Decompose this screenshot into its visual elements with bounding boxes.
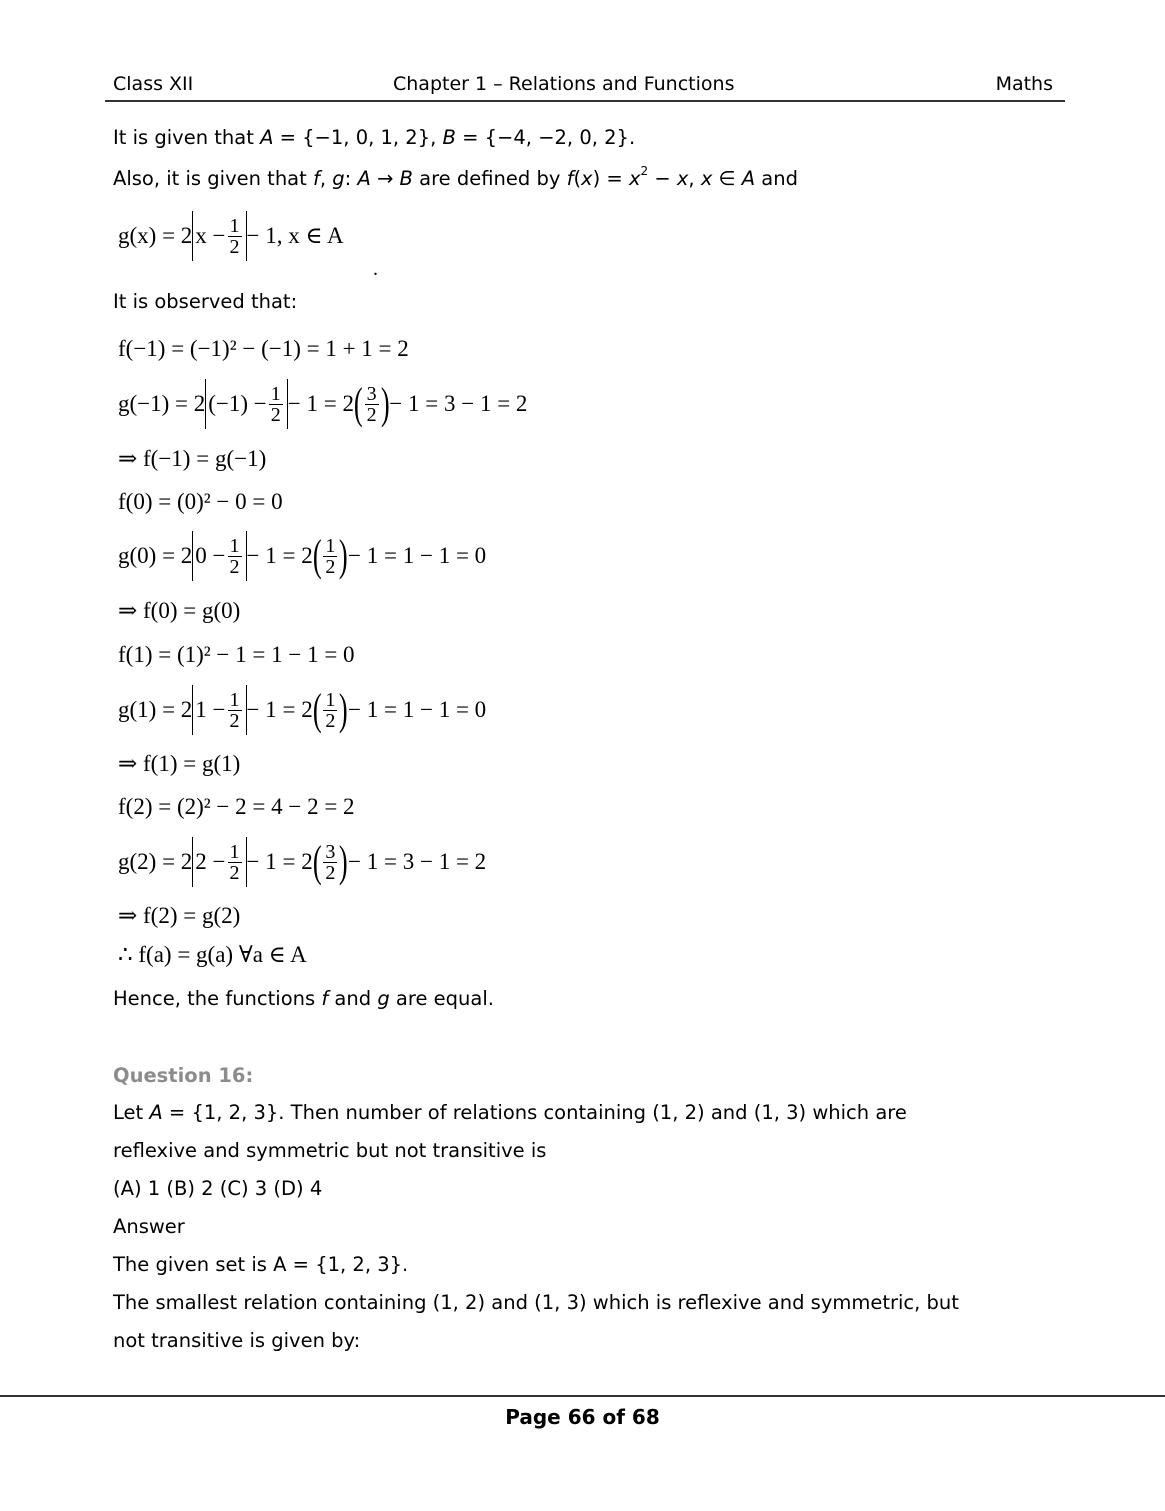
eq-inner: (−1) − [208, 391, 267, 416]
equation-g-minus1 [118, 378, 527, 430]
text: and [755, 167, 798, 190]
implies-f-1: ⇒ f(1) = g(1) [118, 751, 241, 776]
denominator: 2 [325, 555, 336, 578]
implies-f-2: ⇒ f(2) = g(2) [118, 903, 241, 928]
numerator: 1 [325, 688, 336, 711]
trailing-dot: . [373, 258, 378, 280]
text: , [319, 167, 333, 190]
equation-g-0 [118, 530, 486, 582]
numerator: 1 [229, 214, 240, 237]
text: = {−1, 0, 1, 2}, [273, 126, 443, 149]
left-paren: ( [353, 379, 363, 428]
eq-mid: − 1 = 2 [246, 697, 313, 722]
chapter-title: Chapter 1 – Relations and Functions [393, 73, 735, 95]
text: Also, it is given that [113, 167, 313, 190]
given-functions-line [113, 164, 798, 190]
given-sets-line [113, 126, 635, 149]
absolute-value [192, 211, 246, 261]
subject-label: Maths [995, 73, 1053, 95]
fraction [228, 690, 242, 731]
eq-inner: 1 − [195, 697, 226, 722]
eq-rhs: − 1 = 3 − 1 = 2 [348, 849, 487, 874]
page-number: Page 66 of 68 [505, 1405, 660, 1429]
numerator: 1 [229, 688, 240, 711]
exponent: 2 [640, 164, 649, 178]
answer-line-3: not transitive is given by: [113, 1329, 361, 1352]
text: ) = [592, 167, 629, 190]
var-f: f [566, 167, 574, 190]
conclusion-line [113, 987, 494, 1010]
eq-inner: 2 − [195, 849, 226, 874]
fraction [323, 842, 337, 883]
question-line-1 [113, 1101, 907, 1124]
implies-f-0: ⇒ f(0) = g(0) [118, 598, 241, 623]
var-x: x [676, 167, 689, 190]
question-title: Question 16: [113, 1064, 254, 1087]
text: : [344, 167, 358, 190]
eq-lhs: g(1) = 2 [118, 697, 193, 722]
eq-mid: − 1 = 2 [246, 543, 313, 568]
var-g: g [377, 987, 390, 1010]
eq-mid: − 1 = 2 [246, 849, 313, 874]
fraction [228, 216, 242, 257]
denominator: 2 [366, 403, 377, 426]
absolute-value [205, 379, 288, 429]
right-paren: ) [339, 837, 349, 886]
fraction [323, 690, 337, 731]
eq-rhs: − 1 = 1 − 1 = 0 [348, 543, 487, 568]
var-a: A [260, 126, 274, 149]
var-f: f [321, 987, 329, 1010]
eq-mid: − 1 = 2 [287, 391, 354, 416]
eq-lhs: g(2) = 2 [118, 849, 193, 874]
eq-rhs: − 1, x ∈ A [246, 223, 344, 248]
text: ( [573, 167, 582, 190]
therefore-equation: ∴ f(a) = g(a) ∀a ∈ A [118, 942, 307, 967]
eq-rhs: − 1 = 3 − 1 = 2 [389, 391, 528, 416]
text: ∈ [712, 167, 742, 190]
left-paren: ( [312, 685, 322, 734]
numerator: 3 [325, 840, 336, 863]
fraction [228, 842, 242, 883]
denominator: 2 [229, 235, 240, 258]
answer-line-2: The smallest relation containing (1, 2) and (1, 3) which is reflexive and symmetric, but [113, 1291, 959, 1314]
numerator: 3 [366, 382, 377, 405]
fraction [228, 536, 242, 577]
fraction [323, 536, 337, 577]
denominator: 2 [229, 709, 240, 732]
eq-lhs: g(x) = 2 [118, 223, 193, 248]
eq-inner: x − [195, 223, 226, 248]
footer-divider [0, 1395, 1165, 1397]
answer-label: Answer [113, 1215, 185, 1238]
denominator: 2 [270, 403, 281, 426]
equation-f-1: f(1) = (1)² − 1 = 1 − 1 = 0 [118, 642, 355, 667]
text: = {−4, −2, 0, 2}. [455, 126, 636, 149]
g-definition-equation [118, 210, 344, 262]
right-paren: ) [339, 531, 349, 580]
right-paren: ) [380, 379, 390, 428]
class-label: Class XII [113, 73, 194, 95]
text: and [328, 987, 378, 1010]
var-b: B [442, 126, 456, 149]
question-line-2: reflexive and symmetric but not transitive is [113, 1139, 547, 1162]
absolute-value [192, 531, 246, 581]
denominator: 2 [325, 709, 336, 732]
equation-g-2 [118, 836, 486, 888]
fraction [269, 384, 283, 425]
denominator: 2 [325, 861, 336, 884]
var-a: A [741, 167, 756, 190]
denominator: 2 [229, 555, 240, 578]
var-x: x [628, 167, 641, 190]
var-g: g [332, 167, 345, 190]
text: are equal. [389, 987, 494, 1010]
fraction [365, 384, 379, 425]
eq-rhs: − 1 = 1 − 1 = 0 [348, 697, 487, 722]
left-paren: ( [312, 837, 322, 886]
var-x: x [581, 167, 593, 190]
page-header [105, 70, 1065, 102]
equation-f-2: f(2) = (2)² − 2 = 4 − 2 = 2 [118, 794, 355, 819]
eq-lhs: g(−1) = 2 [118, 391, 206, 416]
numerator: 1 [270, 382, 281, 405]
text: , [688, 167, 701, 190]
text: Let [113, 1101, 150, 1124]
numerator: 1 [229, 840, 240, 863]
answer-line-1: The given set is A = {1, 2, 3}. [113, 1253, 409, 1276]
observed-line: It is observed that: [113, 290, 298, 313]
text: − [648, 167, 677, 190]
var-f: f [312, 167, 320, 190]
denominator: 2 [229, 861, 240, 884]
eq-lhs: g(0) = 2 [118, 543, 193, 568]
arrow: → [370, 167, 400, 190]
text: It is given that [113, 126, 261, 149]
var-b: B [399, 167, 413, 190]
equation-f-minus1: f(−1) = (−1)² − (−1) = 1 + 1 = 2 [118, 336, 409, 361]
absolute-value [192, 685, 246, 735]
right-paren: ) [339, 685, 349, 734]
text: Hence, the functions [113, 987, 322, 1010]
text: are defined by [412, 167, 567, 190]
var-a: A [357, 167, 371, 190]
eq-inner: 0 − [195, 543, 226, 568]
var-a: A [149, 1101, 163, 1124]
left-paren: ( [312, 531, 322, 580]
var-x: x [700, 167, 713, 190]
equation-f-0: f(0) = (0)² − 0 = 0 [118, 489, 283, 514]
implies-f-minus1: ⇒ f(−1) = g(−1) [118, 446, 267, 471]
numerator: 1 [229, 534, 240, 557]
absolute-value [192, 837, 246, 887]
question-options: (A) 1 (B) 2 (C) 3 (D) 4 [113, 1177, 323, 1200]
text: = {1, 2, 3}. Then number of relations containing (1, 2) and (1, 3) which are [162, 1101, 907, 1124]
numerator: 1 [325, 534, 336, 557]
equation-g-1 [118, 684, 486, 736]
